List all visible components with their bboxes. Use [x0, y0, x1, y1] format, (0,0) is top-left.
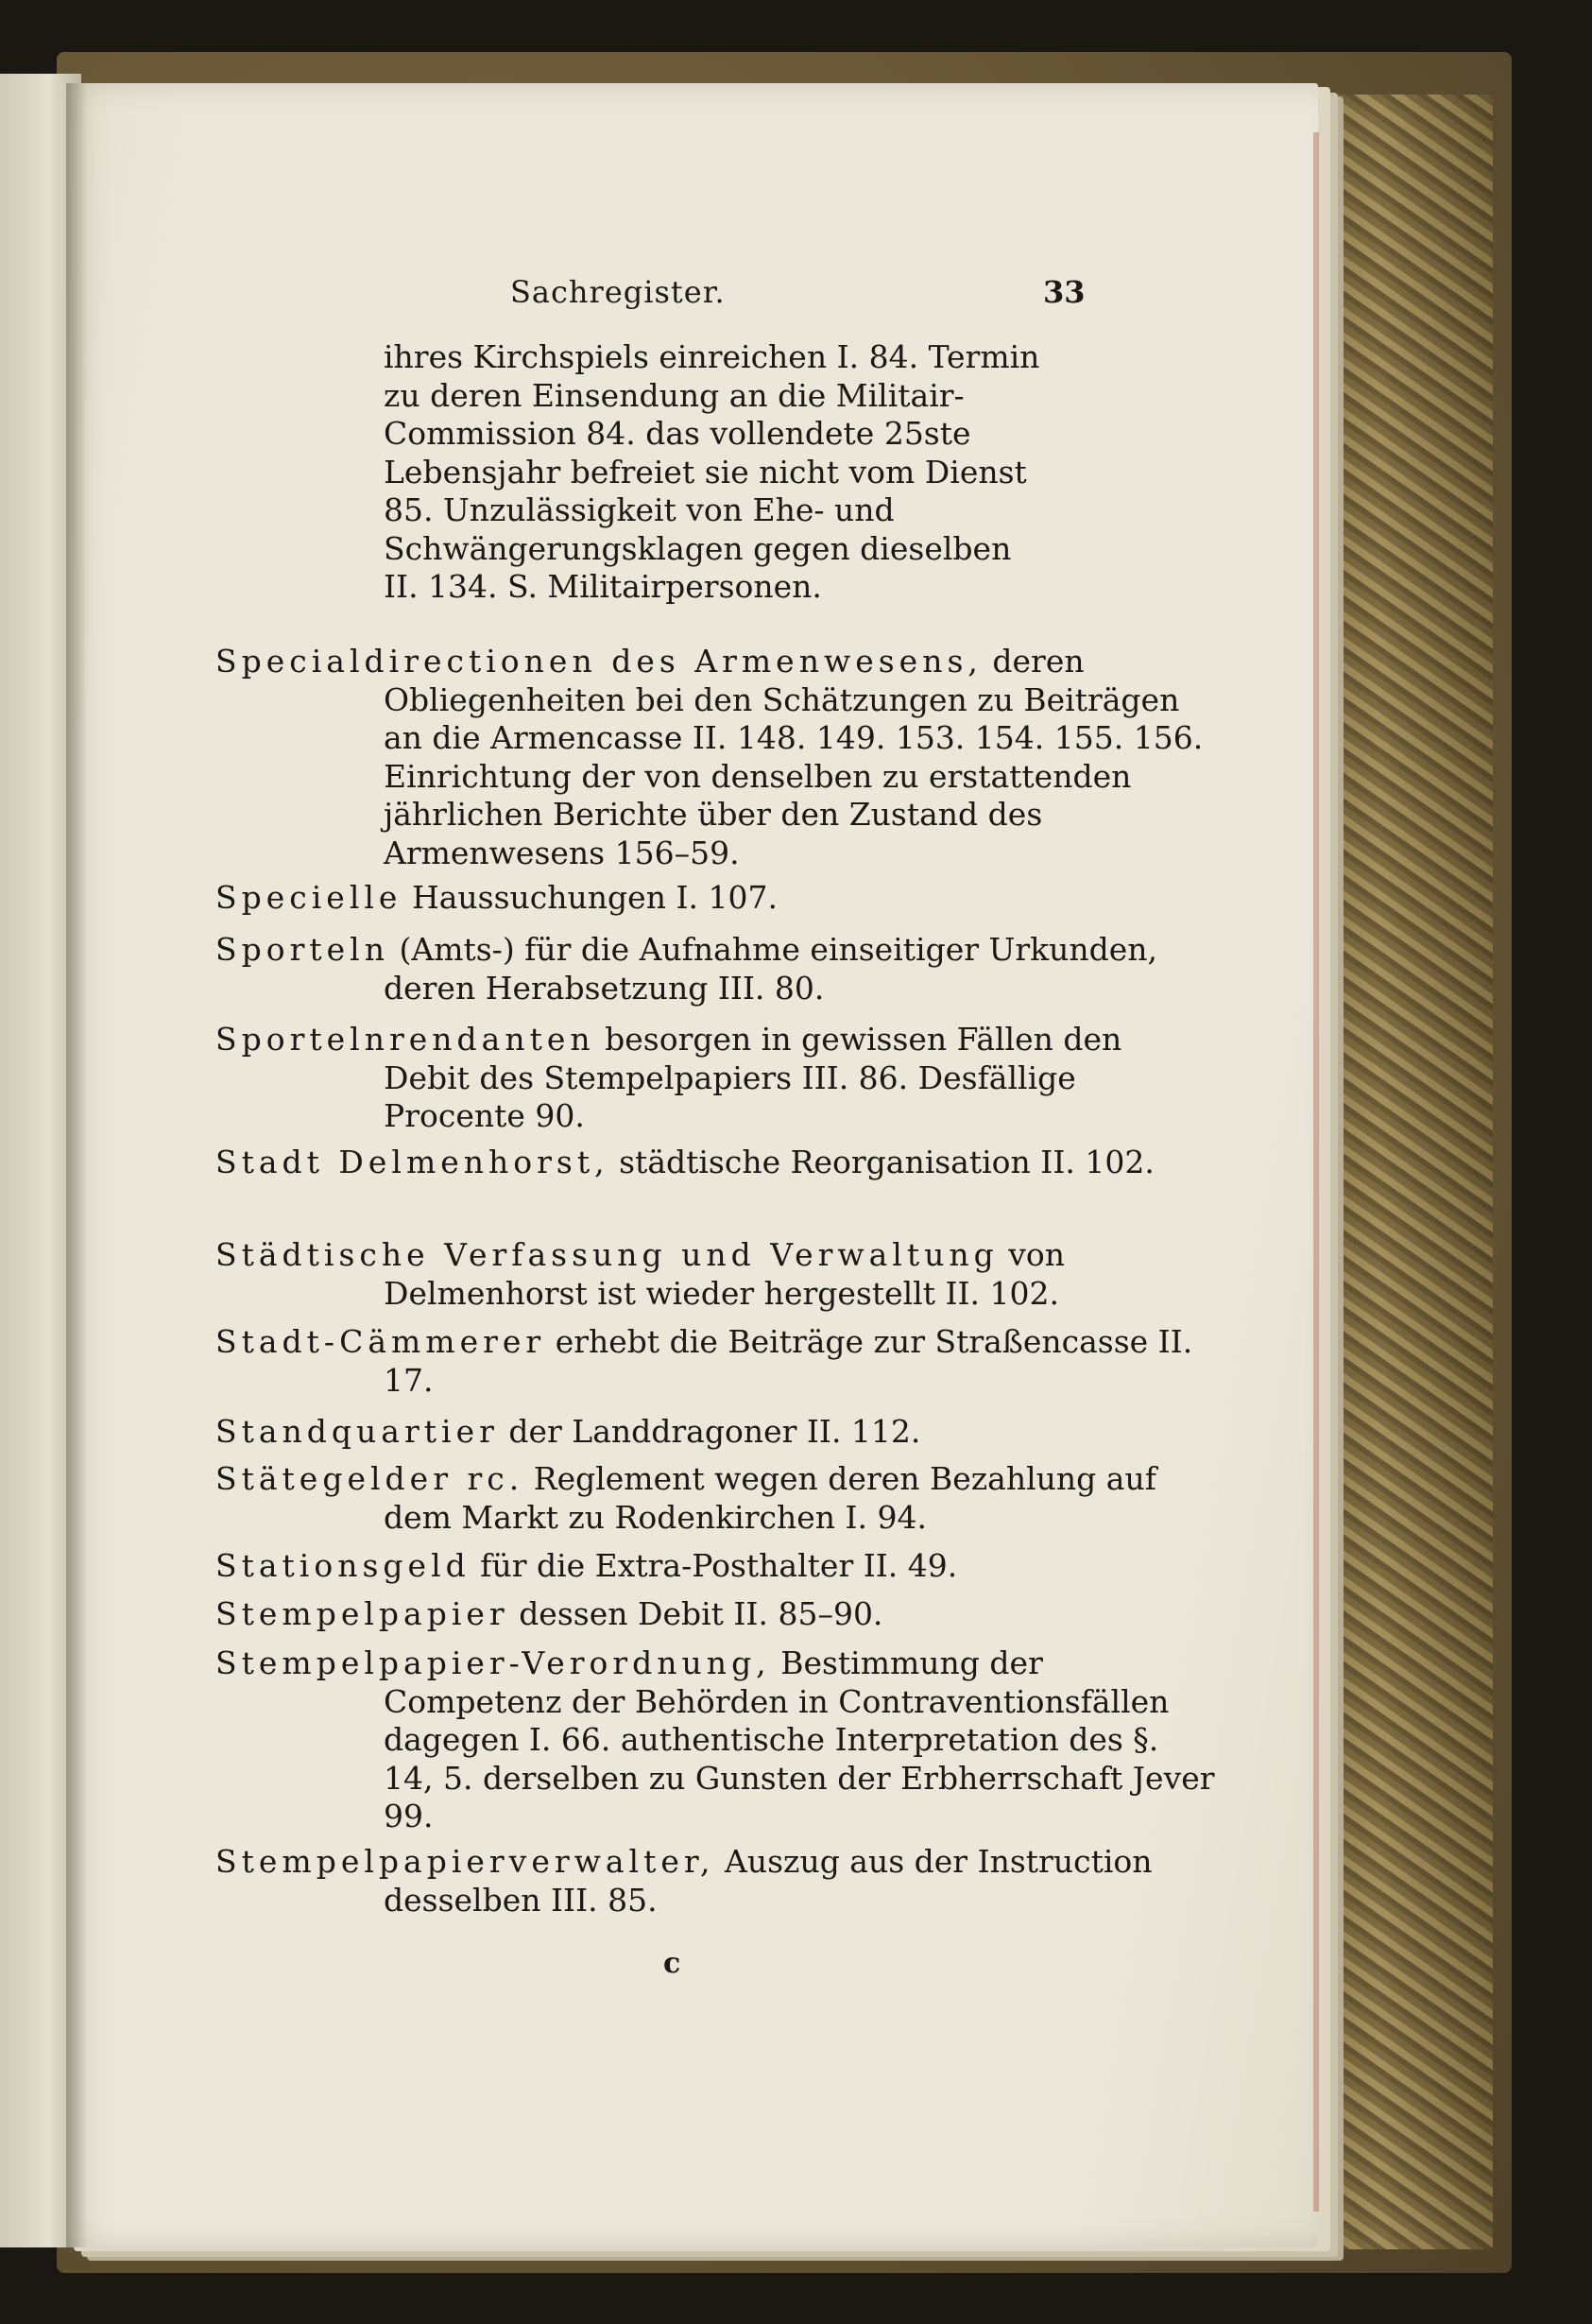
page-number: 33 — [1043, 274, 1086, 310]
entry-keyword: Stationsgeld — [215, 1547, 471, 1584]
index-entry-continuation — [384, 338, 1047, 607]
index-entry — [215, 879, 1215, 918]
page-gutter-shadow — [66, 83, 87, 2247]
entry-text: Reglement wegen deren Bezahlung auf dem Markt zu Rodenkirchen I. 94. — [384, 1460, 1156, 1536]
red-page-edge — [1313, 132, 1319, 2212]
entry-text: dessen Debit II. 85–90. — [519, 1595, 883, 1632]
entry-keyword: Standquartier — [215, 1413, 499, 1450]
entry-text: (Amts-) für die Aufnahme einseitiger Urkunden, deren Herabsetzung III. 80. — [384, 931, 1157, 1007]
marbled-cover-edge — [1304, 95, 1493, 2249]
index-entry — [215, 1323, 1215, 1400]
entry-text: für die Extra-Posthalter II. 49. — [480, 1547, 958, 1584]
index-entry — [215, 1644, 1215, 1836]
entry-keyword: Stempelpapier — [215, 1595, 509, 1632]
index-entry — [215, 1595, 1215, 1634]
index-entry — [215, 931, 1215, 1007]
entry-text: erhebt die Beiträge zur Straßencasse II. 17. — [384, 1323, 1193, 1399]
index-entry — [215, 1547, 1215, 1586]
index-entry — [215, 643, 1215, 872]
index-entry — [215, 1236, 1215, 1313]
entry-keyword: Sporteln — [215, 931, 389, 968]
entry-text: besorgen in gewissen Fällen den Debit des Stempelpapiers III. 86. Desfällige Procente 90. — [384, 1021, 1122, 1134]
entry-keyword: Stempelpapier-Verordnung, — [215, 1644, 771, 1681]
entry-keyword: Stempelpapierverwalter, — [215, 1843, 715, 1880]
entry-keyword: Stadt Delmenhorst, — [215, 1144, 609, 1180]
entry-text: städtische Reorganisation II. 102. — [619, 1144, 1155, 1180]
entry-text: ihres Kirchspiels einreichen I. 84. Termin zu deren Einsendung an die Militair-Commission 84. das vollendete 25ste Lebensjahr befreiet sie nicht vom Dienst 85. Unzulässigkeit von Ehe- und Schwängerungsklagen gegen dieselben II. 134. S. Militairpersonen. — [384, 338, 1040, 605]
index-entry — [215, 1460, 1215, 1537]
entry-text: Auszug aus der Instruction desselben III. 85. — [384, 1843, 1153, 1919]
entry-keyword: Stätegelder rc. — [215, 1460, 524, 1497]
signature-mark: c — [663, 1947, 681, 1980]
index-entry — [215, 1843, 1215, 1919]
index-entry — [215, 1144, 1215, 1182]
running-head: Sachregister. — [510, 274, 726, 310]
index-entry — [215, 1413, 1215, 1452]
index-entry — [215, 1021, 1215, 1136]
entry-text: von Delmenhorst ist wieder hergestellt II. 102. — [384, 1236, 1066, 1312]
entry-text: deren Obliegenheiten bei den Schätzungen zu Beiträgen an die Armencasse II. 148. 149. 153. 154. 155. 156. Einrichtung der von denselben zu erstattenden jährlichen Berichte über den Zustand des Armenwesens 156–59. — [384, 643, 1204, 871]
entry-keyword: Stadt-Cämmerer — [215, 1323, 546, 1360]
entry-keyword: Specielle — [215, 879, 402, 916]
entry-keyword: Specialdirectionen des Armenwesens, — [215, 643, 983, 680]
entry-text: Haussuchungen I. 107. — [411, 879, 778, 916]
entry-text: Bestimmung der Competenz der Behörden in Contraventionsfällen dagegen I. 66. authentische Interpretation des §. 14, 5. derselben zu Gunsten der Erbherrschaft Jever 99. — [384, 1644, 1215, 1834]
entry-keyword: Städtische Verfassung und Verwaltung — [215, 1236, 999, 1273]
entry-text: der Landdragoner II. 112. — [508, 1413, 921, 1450]
entry-keyword: Sportelnrendanten — [215, 1021, 595, 1058]
